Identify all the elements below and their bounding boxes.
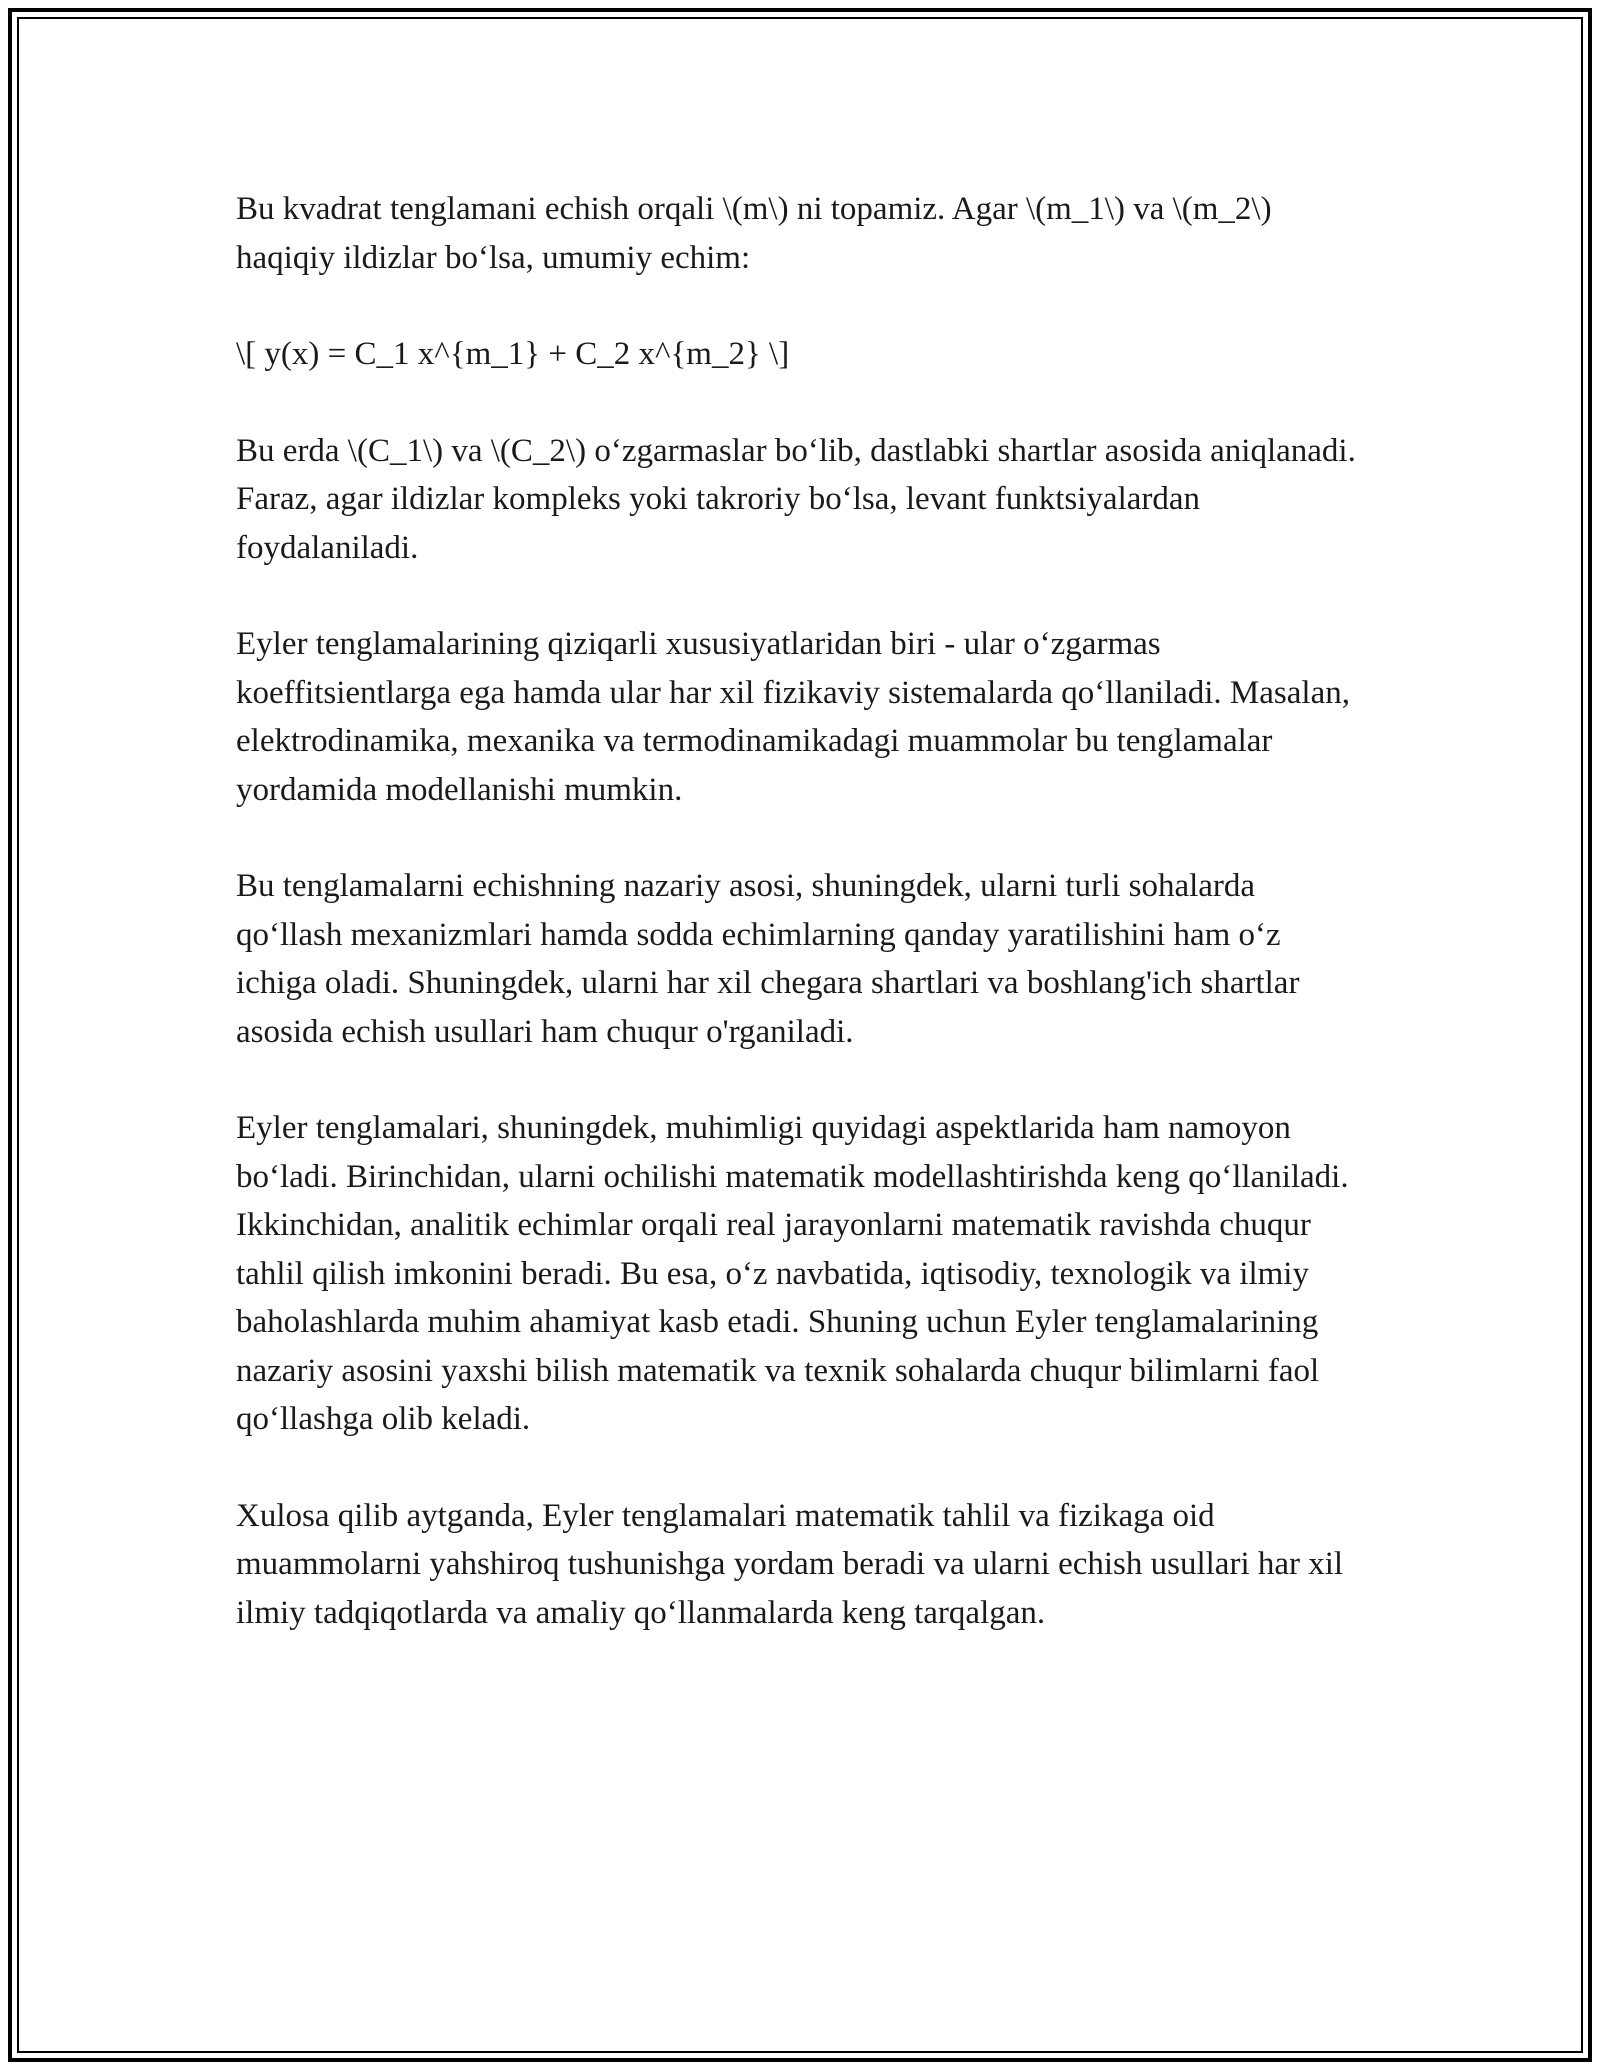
paragraph-properties: Eyler tenglamalarining qiziqarli xususiyatlaridan biri - ular o‘zgarmas koeffitsientlarga ega hamda ular har xil fizikaviy sistemalarda qo‘llaniladi. Masalan, elektrodinamika, mexanika va termodinamikadagi muammolar bu tenglamalar yordamida modellanishi mumkin. (236, 626, 1350, 808)
paragraph-theoretical-basis: Bu tenglamalarni echishning nazariy asosi, shuningdek, ularni turli sohalarda qo‘llash mexanizmlari hamda sodda echimlarning qanday yaratilishini ham o‘z ichiga oladi. Shuningdek, ularni har xil chegara shartlari va boshlang'ich shartlar asosida echish usullari ham chuqur o'rganiladi. (236, 868, 1300, 1050)
paragraph-quadratic-solution: Bu kvadrat tenglamani echish orqali \(m\) ni topamiz. Agar \(m_1\) va \(m_2\) haqiqiy ildizlar bo‘lsa, umumiy echim: (236, 191, 1272, 276)
paragraph-conclusion: Xulosa qilib aytganda, Eyler tenglamalari matematik tahlil va fizikaga oid muammolarni yahshiroq tushunishga yordam beradi va ularni echish usullari har xil ilmiy tadqiqotlarda va amaliy qo‘llanmalarda keng tarqalgan. (236, 1497, 1344, 1631)
document-body (236, 185, 1366, 1685)
paragraph-importance: Eyler tenglamalari, shuningdek, muhimligi quyidagi aspektlarida ham namoyon bo‘ladi. Birinchidan, ularni ochilishi matematik modellashtirishda keng qo‘llaniladi. Ikkinchidan, analitik echimlar orqali real jarayonlarni matematik ravishda chuqur tahlil qilish imkonini beradi. Bu esa, o‘z navbatida, iqtisodiy, texnologik va ilmiy baholashlarda muhim ahamiyat kasb etadi. Shuning uchun Eyler tenglamalarining nazariy asosini yaxshi bilish matematik va texnik sohalarda chuqur bilimlarni faol qo‘llashga olib keladi. (236, 1110, 1349, 1437)
paragraph-general-solution-formula: \[ y(x) = C_1 x^{m_1} + C_2 x^{m_2} \] (236, 336, 790, 372)
paragraph-constants: Bu erda \(C_1\) va \(C_2\) o‘zgarmaslar bo‘lib, dastlabki shartlar asosida aniqlanadi. Faraz, agar ildizlar kompleks yoki takroriy bo‘lsa, levant funktsiyalardan foydalaniladi. (236, 432, 1356, 566)
